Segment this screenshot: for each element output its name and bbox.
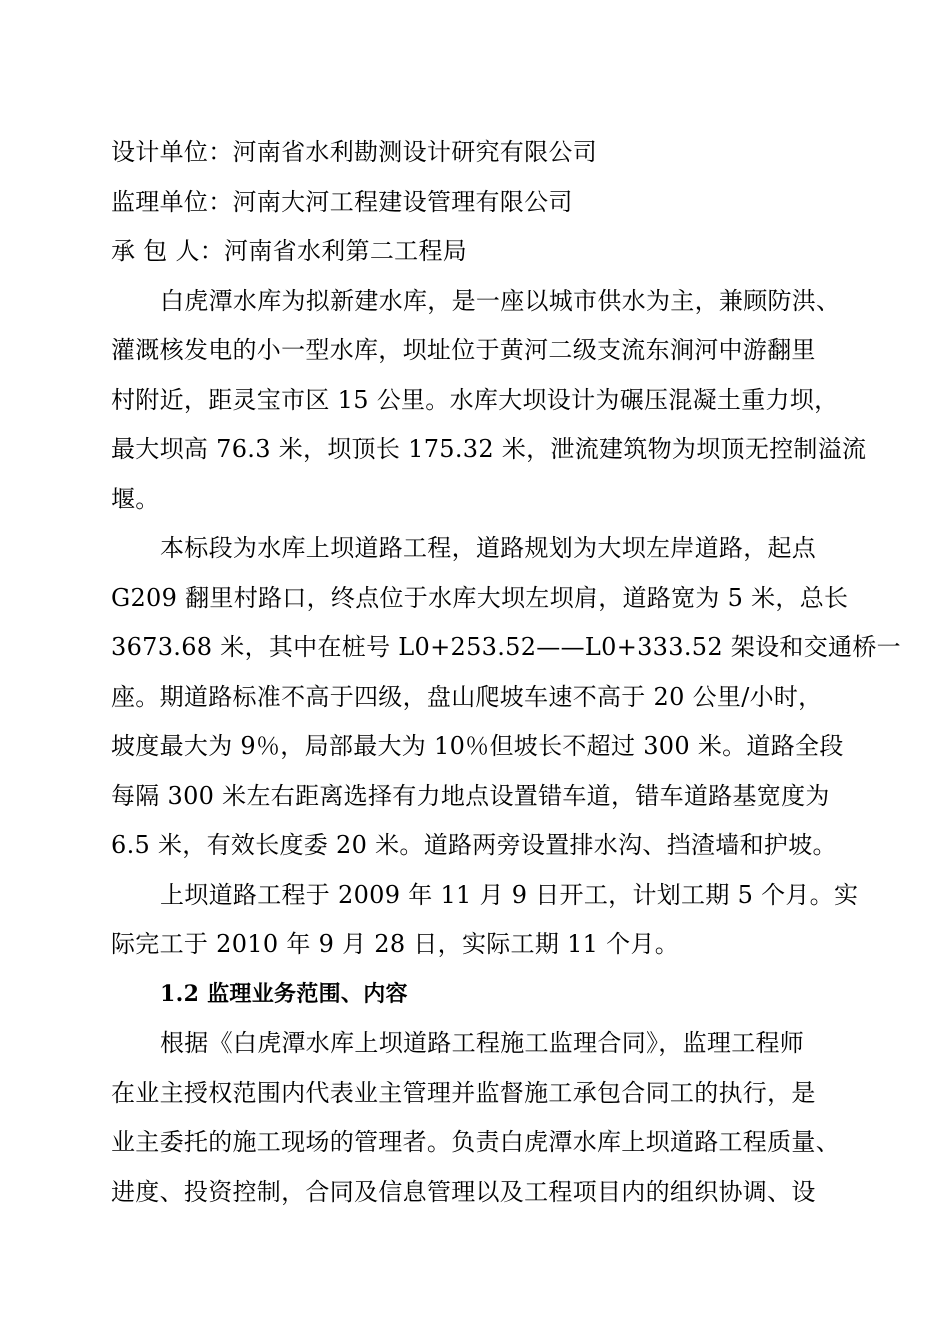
paragraph-line: 坡度最大为 9％，局部最大为 10％但坡长不超过 300 米。道路全段: [111, 732, 844, 760]
paragraph-line: 业主委托的施工现场的管理者。负责白虎潭水库上坝道路工程质量、: [111, 1128, 840, 1156]
paragraph-line: 本标段为水库上坝道路工程，道路规划为大坝左岸道路，起点: [160, 534, 817, 562]
paragraph-line: 座。期道路标准不高于四级，盘山爬坡车速不高于 20 公里/小时，: [111, 682, 823, 711]
paragraph-line: 6.5 米，有效长度委 20 米。道路两旁设置排水沟、挡渣墙和护坡。: [111, 831, 837, 859]
paragraph-line: 3673.68 米，其中在桩号 L0+253.52——L0+333.52 架设和交通桥一: [111, 633, 901, 661]
paragraph-line: 上坝道路工程于 2009 年 11 月 9 日开工，计划工期 5 个月。实: [160, 880, 859, 909]
contractor-line: 承 包 人：河南省水利第二工程局: [111, 237, 468, 265]
paragraph-line: 进度、投资控制，合同及信息管理以及工程项目内的组织协调、设: [111, 1177, 816, 1206]
paragraph-line: G209 翻里村路口，终点位于水库大坝左坝肩，道路宽为 5 米，总长: [111, 583, 849, 612]
section-scope-paragraph: [111, 524, 901, 871]
paragraph-line: 堰。: [111, 484, 160, 513]
paragraph-line: 每隔 300 米左右距离选择有力地点设置错车道，错车道路基宽度为: [111, 781, 830, 810]
paragraph-line: 白虎潭水库为拟新建水库，是一座以城市供水为主，兼顾防洪、: [160, 286, 841, 315]
paragraph-line: 际完工于 2010 年 9 月 28 日，实际工期 11 个月。: [111, 930, 680, 958]
schedule-paragraph: [111, 871, 871, 970]
paragraph-line: 在业主授权范围内代表业主管理并监督施工承包合同工的执行，是: [111, 1078, 816, 1107]
supervision-scope-paragraph: [111, 1019, 871, 1217]
document-body: [111, 128, 901, 1217]
paragraph-line: 灌溉核发电的小一型水库，坝址位于黄河二级支流东涧河中游翻里: [111, 336, 816, 364]
paragraph-line: 村附近，距灵宝市区 15 公里。水库大坝设计为碾压混凝土重力坝，: [111, 385, 839, 414]
paragraph-line: 最大坝高 76.3 米，坝顶长 175.32 米，泄流建筑物为坝顶无控制溢流: [111, 435, 867, 463]
supervision-unit-line: 监理单位：河南大河工程建设管理有限公司: [111, 187, 573, 216]
section-heading: 1.2 监理业务范围、内容: [160, 980, 408, 1007]
design-unit-line: 设计单位：河南省水利勘测设计研究有限公司: [111, 138, 597, 166]
paragraph-line: 根据《白虎潭水库上坝道路工程施工监理合同》，监理工程师: [160, 1029, 805, 1057]
project-overview-paragraph: [111, 277, 871, 525]
